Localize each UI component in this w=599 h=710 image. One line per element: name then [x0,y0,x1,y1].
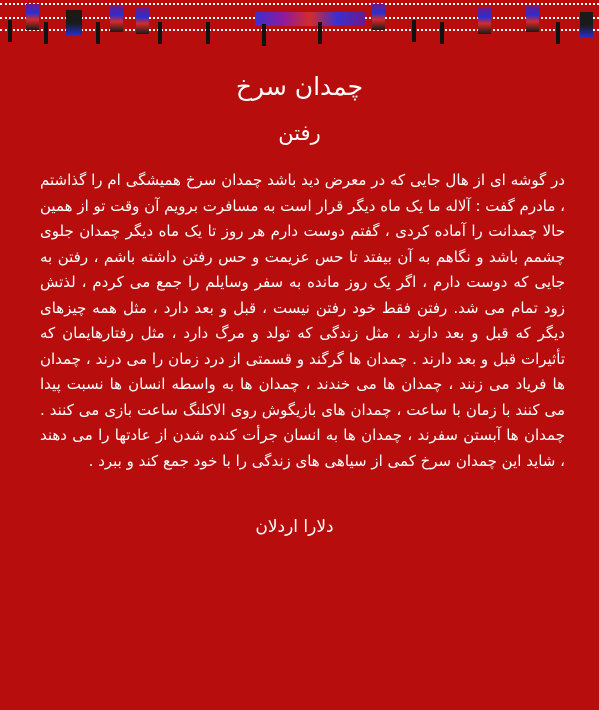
frieze-tile [26,4,39,30]
frieze-tile [526,6,539,32]
decorative-header-frieze [0,0,599,48]
frieze-band [255,12,365,26]
frieze-tile [372,4,385,30]
frieze-stub [206,22,210,44]
frieze-tile [110,6,123,32]
frieze-stub [96,22,100,44]
frieze-stub [262,24,266,46]
frieze-stub [318,22,322,44]
poem-subtitle: رفتن [278,121,321,145]
author-name: دلارا اردلان [255,517,334,537]
frieze-stub [412,20,416,42]
frieze-stub [8,20,12,42]
poem-container [30,70,569,540]
dotted-line-bottom [0,29,599,31]
frieze-tile [580,12,593,38]
poem-title: چمدان سرخ [235,72,364,101]
poem-body: در گوشه ای از هال جایی که در معرض دید باشد چمدان سرخ همیشگی ام را گذاشتم ، مادرم گفت : آلاله ما یک ماه دیگر قرار است به مسافرت برویم آن وقت تو از همین حالا چمدانت را آماده کردی ، گفتم دوست دارم هر روز تا یک ماه دیگر چمدان جلوی چشمم باشد و نگاهم به آن بیفتد تا حس عزیمت و حس رفتن داشته باشم ، رفتن به جایی که دوست دارم ، اگر یک روز مانده به سفر وسایلم را جمع می کردم ، لذتش زود تمام می شد. رفتن فقط خود رفتن نیست ، قبل و بعد دارد ، مثل همه چیزهای دیگر که قبل و بعد دارند ، مثل زندگی که تولد و مرگ دارد ، مثل رفتارهایمان که تأثیرات قبل و بعد دارند . چمدان ها گرگند و قسمتی از درد زمان را می درند ، چمدان ها فریاد می زنند ، چمدان ها می خندند ، چمدان ها به واسطه انسان ها نسبت پیدا می کنند با زمان با ساعت ، چمدان های بازیگوش روی الاکلنگ ساعت بازی می کنند . چمدان ها آبستن سفرند ، چمدان ها به انسان جرأت کنده شدن از عادتها را می دهند ، شاید این چمدان سرخ کمی از سیاهی های زندگی را با خود جمع کند و ببرد . [40,171,565,470]
frieze-tile [478,8,491,34]
frieze-stub [440,22,444,44]
frieze-tile [66,10,82,36]
frieze-stub [158,22,162,44]
frieze-tile [136,8,149,34]
frieze-stub [44,22,48,44]
frieze-stub [556,22,560,44]
dotted-line-top [0,3,599,5]
